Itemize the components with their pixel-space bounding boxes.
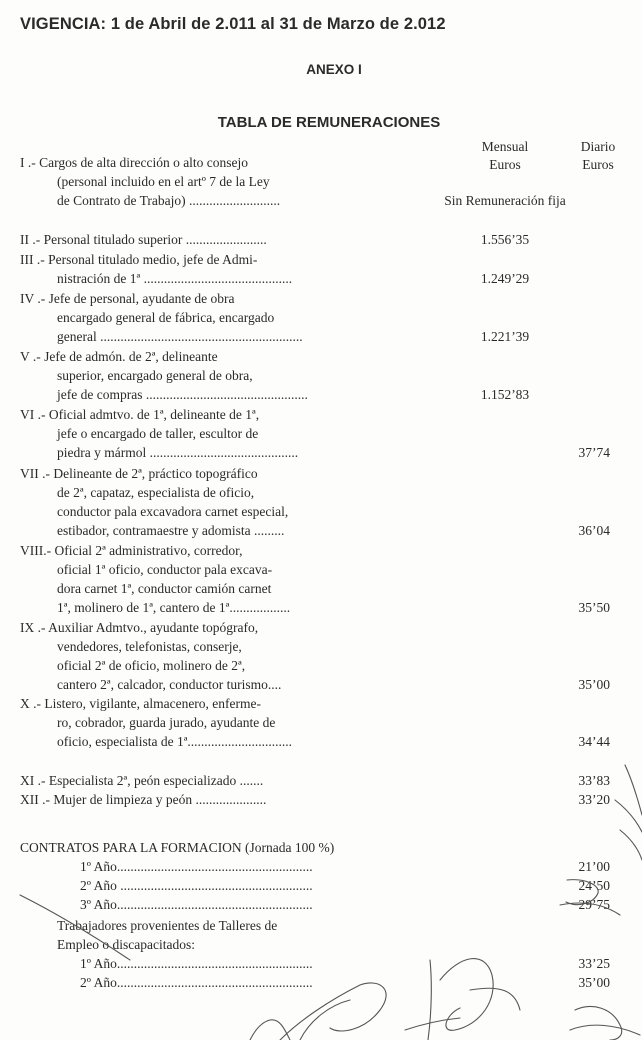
diario-value: 29’75 [578,897,610,912]
diario-value: 24’50 [578,878,610,893]
talleres-heading [20,916,642,954]
category-line: oficio, especialista de 1ª............................... [57,734,293,749]
category-line: oficial 1ª oficio, conductor pala excava- [57,562,273,577]
category-line: general ............................................................ [57,329,303,344]
category-line: VII .- Delineante de 2ª, práctico topográfico [20,466,258,481]
category-line: piedra y mármol ............................................ [57,445,299,460]
list-item [20,857,642,876]
signature-stroke [405,1018,460,1030]
table-title: TABLA DE REMUNERACIONES [217,114,441,131]
diario-value: 34’44 [578,734,610,749]
category-line: cantero 2ª, calcador, conductor turismo.... [57,677,282,692]
talleres-title-line: Trabajadores provenientes de Talleres de [57,918,278,933]
signature-stroke [250,1020,290,1040]
category-description [20,405,642,462]
table-row [20,153,642,210]
column-header-diario-unit: Euros [582,157,614,172]
category-line: estibador, contramaestre y adomista ......... [57,523,285,538]
column-header-mensual-unit: Euros [489,157,521,172]
list-item [20,954,642,973]
mensual-value: 1.556’35 [480,232,530,247]
table-row [20,771,642,790]
mensual-value: 1.221’39 [480,329,530,344]
category-line: X .- Listero, vigilante, almacenero, enferme- [20,696,262,711]
signature-stroke [300,1000,350,1040]
formacion-title: CONTRATOS PARA LA FORMACION (Jornada 100 %) [20,840,335,855]
category-line: 1ª, molinero de 1ª, cantero de 1ª.................. [57,600,291,615]
category-line: de Contrato de Trabajo) ........................... [57,193,281,208]
category-line: IV .- Jefe de personal, ayudante de obra [20,291,235,306]
table-row [20,347,642,404]
category-line: jefe o encargado de taller, escultor de [57,426,259,441]
table-row [20,250,642,288]
column-header-mensual-line: Mensual [481,139,529,154]
category-line: III .- Personal titulado medio, jefe de Admi- [20,252,258,267]
signature-stroke [570,1025,640,1035]
year-label: 1º Año.......................................................... [80,859,313,874]
table-row [20,289,642,346]
category-line: nistración de 1ª ............................................ [57,271,293,286]
table-row [20,618,642,694]
signature-stroke [575,1006,622,1040]
category-line: VI .- Oficial admtvo. de 1ª, delineante de 1ª, [20,407,260,422]
list-item [20,895,642,914]
column-header-diario-line: Diario [580,139,616,154]
mensual-value: 1.249’29 [480,271,530,286]
table-row [20,790,642,809]
category-line: de 2ª, capataz, especialista de oficio, [57,485,255,500]
category-line: XI .- Especialista 2ª, peón especializado ....... [20,773,264,788]
formacion-heading [20,838,642,857]
category-line: V .- Jefe de admón. de 2ª, delineante [20,349,218,364]
category-description [20,464,642,540]
category-description [20,771,642,790]
table-row [20,464,642,540]
table-row [20,541,642,617]
mensual-value: 1.152’83 [480,387,530,402]
category-line: dora carnet 1ª, conductor camión carnet [57,581,272,596]
category-line: I .- Cargos de alta dirección o alto consejo [20,155,249,170]
diario-value: 37’74 [578,445,610,460]
diario-value: 35’00 [578,975,610,990]
category-description [20,618,642,694]
year-label: 3º Año.......................................................... [80,897,313,912]
category-line: II .- Personal titulado superior ........................ [20,232,267,247]
category-line: vendedores, telefonistas, conserje, [57,639,242,654]
diario-value: 21’00 [578,859,610,874]
diario-value: 35’50 [578,600,610,615]
year-label: 2º Año.......................................................... [80,975,313,990]
talleres-title-line: Empleo o discapacitados: [57,937,195,952]
category-line: conductor pala excavadora carnet especial, [57,504,289,519]
diario-value: 33’25 [578,956,610,971]
diario-value: 33’20 [578,792,610,807]
year-label: 1º Año.......................................................... [80,956,313,971]
table-row [20,230,642,249]
category-description [20,790,642,809]
diario-value: 36’04 [578,523,610,538]
category-line: ro, cobrador, guarda jurado, ayudante de [57,715,276,730]
list-item [20,973,642,992]
category-line: jefe de compras ................................................ [57,387,308,402]
category-line: XII .- Mujer de limpieza y peón ..................... [20,792,267,807]
category-description [20,541,642,617]
table-row [20,405,642,462]
anexo-heading: ANEXO I [306,62,362,77]
mensual-value: Sin Remuneración fija [444,193,566,208]
diario-value: 33’83 [578,773,610,788]
category-line: IX .- Auxiliar Admtvo., ayudante topógrafo, [20,620,259,635]
category-line: encargado general de fábrica, encargado [57,310,275,325]
table-row [20,694,642,751]
category-line: (personal incluido en el artº 7 de la Ley [57,174,270,189]
year-label: 2º Año ......................................................... [80,878,313,893]
category-description [20,694,642,751]
category-line: superior, encargado general de obra, [57,368,253,383]
category-line: VIII.- Oficial 2ª administrativo, corredor, [20,543,243,558]
diario-value: 35’00 [578,677,610,692]
category-line: oficial 2ª de oficio, molinero de 2ª, [57,658,246,673]
list-item [20,876,642,895]
vigencia-heading: VIGENCIA: 1 de Abril de 2.011 al 31 de Marzo de 2.012 [20,15,446,33]
